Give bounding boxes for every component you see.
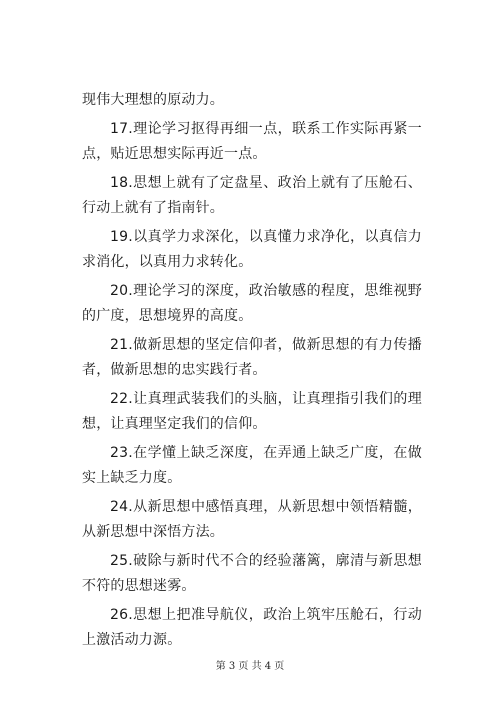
paragraph-continuation: 现伟大理想的原动力。 [82,92,224,108]
document-body [82,88,422,657]
paragraph-23: 23.在学懂上缺乏深度，在弄通上缺乏广度，在做实上缺乏力度。 [82,445,422,486]
paragraph-21: 21.做新思想的坚定信仰者，做新思想的有力传播者，做新思想的忠实践行者。 [82,337,422,378]
paragraph-26: 26.思想上把准导航仪，政治上筑牢压舱石，行动上激活动力源。 [82,607,422,648]
paragraph-19: 19.以真学力求深化，以真懂力求净化，以真信力求消化，以真用力求转化。 [82,229,422,270]
paragraph-17: 17.理论学习抠得再细一点，联系工作实际再紧一点，贴近思想实际再近一点。 [82,121,422,162]
paragraph-20: 20.理论学习的深度，政治敏感的程度，思维视野的广度，思想境界的高度。 [82,283,422,324]
paragraph-24: 24.从新思想中感悟真理，从新思想中领悟精髓，从新思想中深悟方法。 [82,499,422,540]
paragraph-18: 18.思想上就有了定盘星、政治上就有了压舱石、行动上就有了指南针。 [82,175,422,216]
page-footer: 第 3 页 共 4 页 [215,661,285,672]
paragraph-22: 22.让真理武装我们的头脑，让真理指引我们的理想，让真理坚定我们的信仰。 [82,391,422,432]
paragraph-25: 25.破除与新时代不合的经验藩篱，廓清与新思想不符的思想迷雾。 [82,553,422,594]
